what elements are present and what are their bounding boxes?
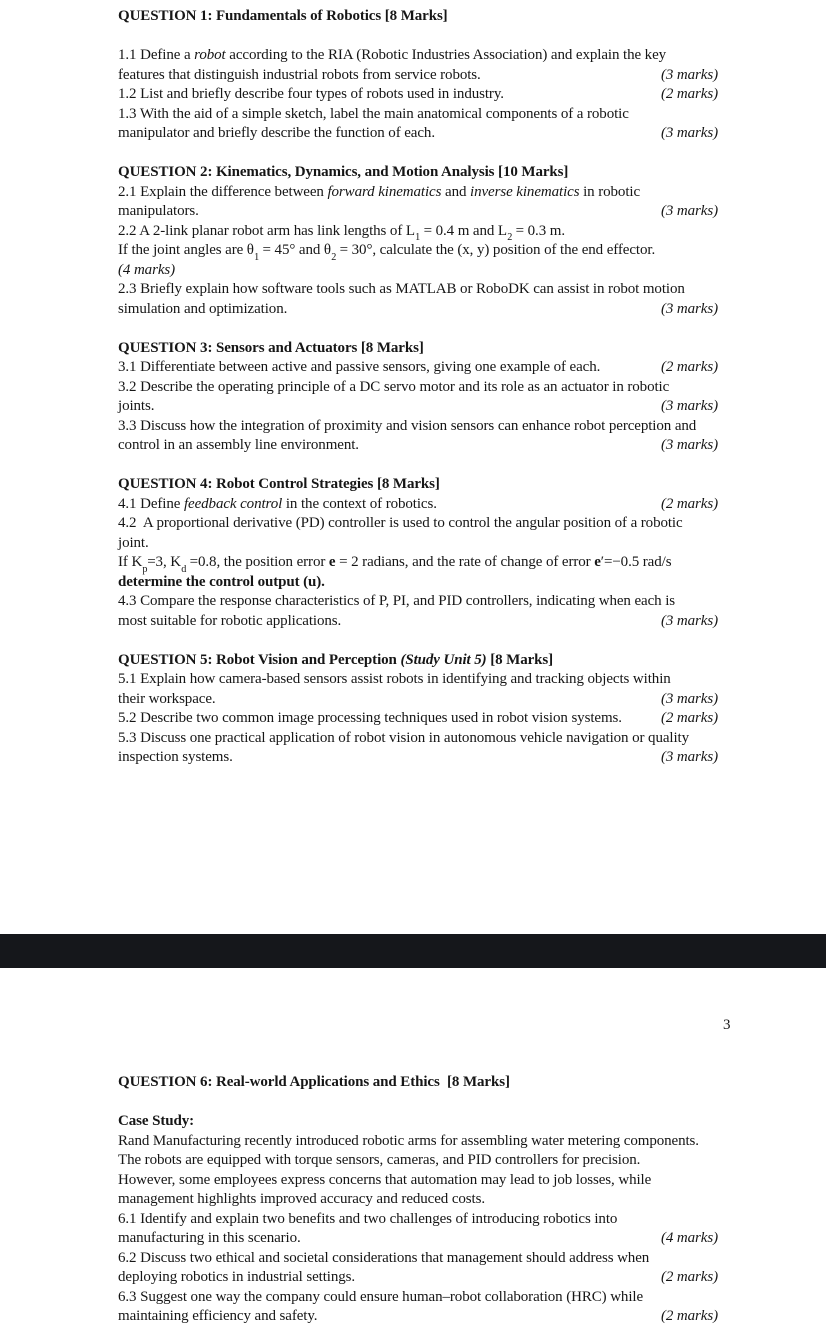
line-text: QUESTION 3: Sensors and Actuators [8 Marks]: [118, 339, 424, 356]
line-text: The robots are equipped with torque sensors, cameras, and PID controllers for precision.: [118, 1152, 641, 1168]
line-text: 3.1 Differentiate between active and passive sensors, giving one example of each.: [118, 359, 601, 375]
text-line: [118, 300, 718, 320]
line-text: determine the control output (u).: [118, 573, 325, 590]
line-text: joints.: [118, 398, 155, 414]
text-line: [118, 261, 718, 281]
text-line: [118, 1307, 718, 1327]
text-line: [118, 1190, 718, 1210]
line-text: 5.1 Explain how camera-based sensors assist robots in identifying and tracking objects within: [118, 671, 671, 687]
line-text: most suitable for robotic applications.: [118, 612, 342, 629]
text-line: [118, 124, 718, 144]
section-heading: [118, 1073, 718, 1093]
text-line: [118, 436, 718, 456]
text-line: [118, 709, 718, 729]
text-line: [118, 1210, 718, 1230]
text-line: [118, 1229, 718, 1249]
line-text: 5.2 Describe two common image processing techniques used in robot vision systems.: [118, 710, 622, 726]
text-line: [118, 46, 718, 66]
text-line: [118, 1132, 718, 1152]
section-heading: [118, 651, 718, 671]
marks-label: (3 marks): [660, 437, 718, 453]
line-text: (4 marks): [118, 261, 176, 278]
line-text: If $K_p=3$, $K_d =0.8$, the position error e = 2 radians, and the rate of change of error e′=−0.5 rad/s: [118, 554, 672, 575]
text-line: [118, 495, 718, 515]
line-text: deploying robotics in industrial settings.: [118, 1269, 356, 1285]
marks-label: (2 marks): [660, 1269, 718, 1285]
text-line: [118, 397, 718, 417]
marks-label: (3 marks): [660, 690, 718, 707]
text-line: [118, 105, 718, 125]
line-text: However, some employees express concerns that automation may lead to job losses, while: [118, 1171, 652, 1188]
marks-label: (3 marks): [660, 203, 718, 219]
text-line: [118, 592, 718, 612]
text-line: [118, 183, 718, 203]
section-heading: [118, 475, 718, 495]
text-line: [118, 670, 718, 690]
line-text: QUESTION 6: Real-world Applications and Ethics [8 Marks]: [118, 1074, 510, 1090]
marks-label: (4 marks): [660, 1230, 718, 1246]
text-line: [118, 222, 718, 242]
marks-label: (2 marks): [660, 359, 718, 375]
line-text: 4.1 Define feedback control in the context of robotics.: [118, 495, 437, 512]
line-text: If the joint angles are $\theta_1 = 45^\circ$ and $\theta_2 = 30^\circ$, calculate the (x, y) position of the end effector.: [118, 242, 656, 263]
line-text: QUESTION 1: Fundamentals of Robotics [8 Marks]: [118, 8, 448, 24]
marks-label: (2 marks): [660, 86, 718, 102]
marks-label: (3 marks): [660, 612, 718, 629]
exam-page-1-content: [118, 7, 718, 768]
marks-label: (3 marks): [660, 398, 718, 414]
text-line: [118, 1268, 718, 1288]
section-heading: [118, 163, 718, 183]
text-line: [118, 1288, 718, 1308]
line-text: joint.: [118, 534, 149, 551]
line-text: 6.2 Discuss two ethical and societal considerations that management should address when: [118, 1249, 650, 1266]
line-text: 6.3 Suggest one way the company could ensure human–robot collaboration (HRC) while: [118, 1288, 644, 1305]
line-text: 3.3 Discuss how the integration of proximity and vision sensors can enhance robot perception and: [118, 417, 697, 434]
line-text: 1.1 Define a robot according to the RIA (Robotic Industries Association) and explain the key: [118, 47, 667, 63]
line-text: 5.3 Discuss one practical application of robot vision in autonomous vehicle navigation or quality: [118, 729, 690, 746]
line-text: 2.3 Briefly explain how software tools such as MATLAB or RoboDK can assist in robot motion: [118, 281, 685, 297]
text-line: [118, 1112, 718, 1132]
marks-label: (2 marks): [660, 495, 718, 512]
text-line: [118, 1249, 718, 1269]
marks-label: (3 marks): [660, 66, 718, 83]
line-text: inspection systems.: [118, 749, 233, 765]
line-text: QUESTION 2: Kinematics, Dynamics, and Motion Analysis [10 Marks]: [118, 164, 569, 180]
text-line: [118, 417, 718, 437]
text-line: [118, 202, 718, 222]
text-line: [118, 241, 718, 261]
text-line: [118, 378, 718, 398]
marks-label: (3 marks): [660, 125, 718, 141]
marks-label: (2 marks): [660, 1308, 718, 1324]
line-text: maintaining efficiency and safety.: [118, 1308, 318, 1324]
text-line: [118, 85, 718, 105]
text-line: [118, 1151, 718, 1171]
line-text: 6.1 Identify and explain two benefits and two challenges of introducing robotics into: [118, 1210, 618, 1227]
text-line: [118, 748, 718, 768]
text-line: [118, 514, 718, 534]
line-text: their workspace.: [118, 690, 216, 707]
line-text: 3.2 Describe the operating principle of a DC servo motor and its role as an actuator in robotic: [118, 378, 670, 395]
text-line: [118, 573, 718, 593]
line-text: manipulator and briefly describe the function of each.: [118, 125, 435, 141]
exam-page-2-content: [118, 1073, 718, 1327]
text-line: [118, 553, 718, 573]
marks-label: (3 marks): [660, 300, 718, 317]
section-heading: [118, 7, 718, 27]
line-text: control in an assembly line environment.: [118, 437, 359, 453]
line-text: 4.3 Compare the response characteristics of P, PI, and PID controllers, indicating when each is: [118, 593, 676, 609]
text-line: [118, 1171, 718, 1191]
text-line: [118, 729, 718, 749]
line-text: 2.2 A 2-link planar robot arm has link lengths of $L_1 = 0.4$ m and $L_2 = 0.3$ m.: [118, 222, 565, 244]
line-text: 4.2 A proportional derivative (PD) controller is used to control the angular position of a robotic: [118, 515, 683, 531]
text-line: [118, 280, 718, 300]
text-line: [118, 358, 718, 378]
line-text: features that distinguish industrial robots from service robots.: [118, 66, 481, 83]
line-text: 1.3 With the aid of a simple sketch, label the main anatomical components of a robotic: [118, 105, 629, 122]
section-heading: [118, 339, 718, 359]
page-number: 3: [723, 1017, 731, 1033]
line-text: manipulators.: [118, 203, 199, 219]
marks-label: (2 marks): [660, 710, 718, 726]
page-break-bar: [0, 934, 826, 968]
line-text: 1.2 List and briefly describe four types of robots used in industry.: [118, 86, 504, 102]
marks-label: (3 marks): [660, 749, 718, 765]
line-text: Case Study:: [118, 1113, 194, 1129]
line-text: QUESTION 4: Robot Control Strategies [8 Marks]: [118, 476, 440, 492]
line-text: management highlights improved accuracy and reduced costs.: [118, 1191, 485, 1207]
text-line: [118, 690, 718, 710]
text-line: [118, 534, 718, 554]
line-text: Rand Manufacturing recently introduced robotic arms for assembling water metering components.: [118, 1132, 699, 1149]
line-text: manufacturing in this scenario.: [118, 1230, 301, 1246]
text-line: [118, 66, 718, 86]
line-text: QUESTION 5: Robot Vision and Perception (Study Unit 5) [8 Marks]: [118, 651, 554, 668]
line-text: simulation and optimization.: [118, 300, 288, 317]
line-text: 2.1 Explain the difference between forward kinematics and inverse kinematics in robotic: [118, 183, 641, 200]
text-line: [118, 612, 718, 632]
